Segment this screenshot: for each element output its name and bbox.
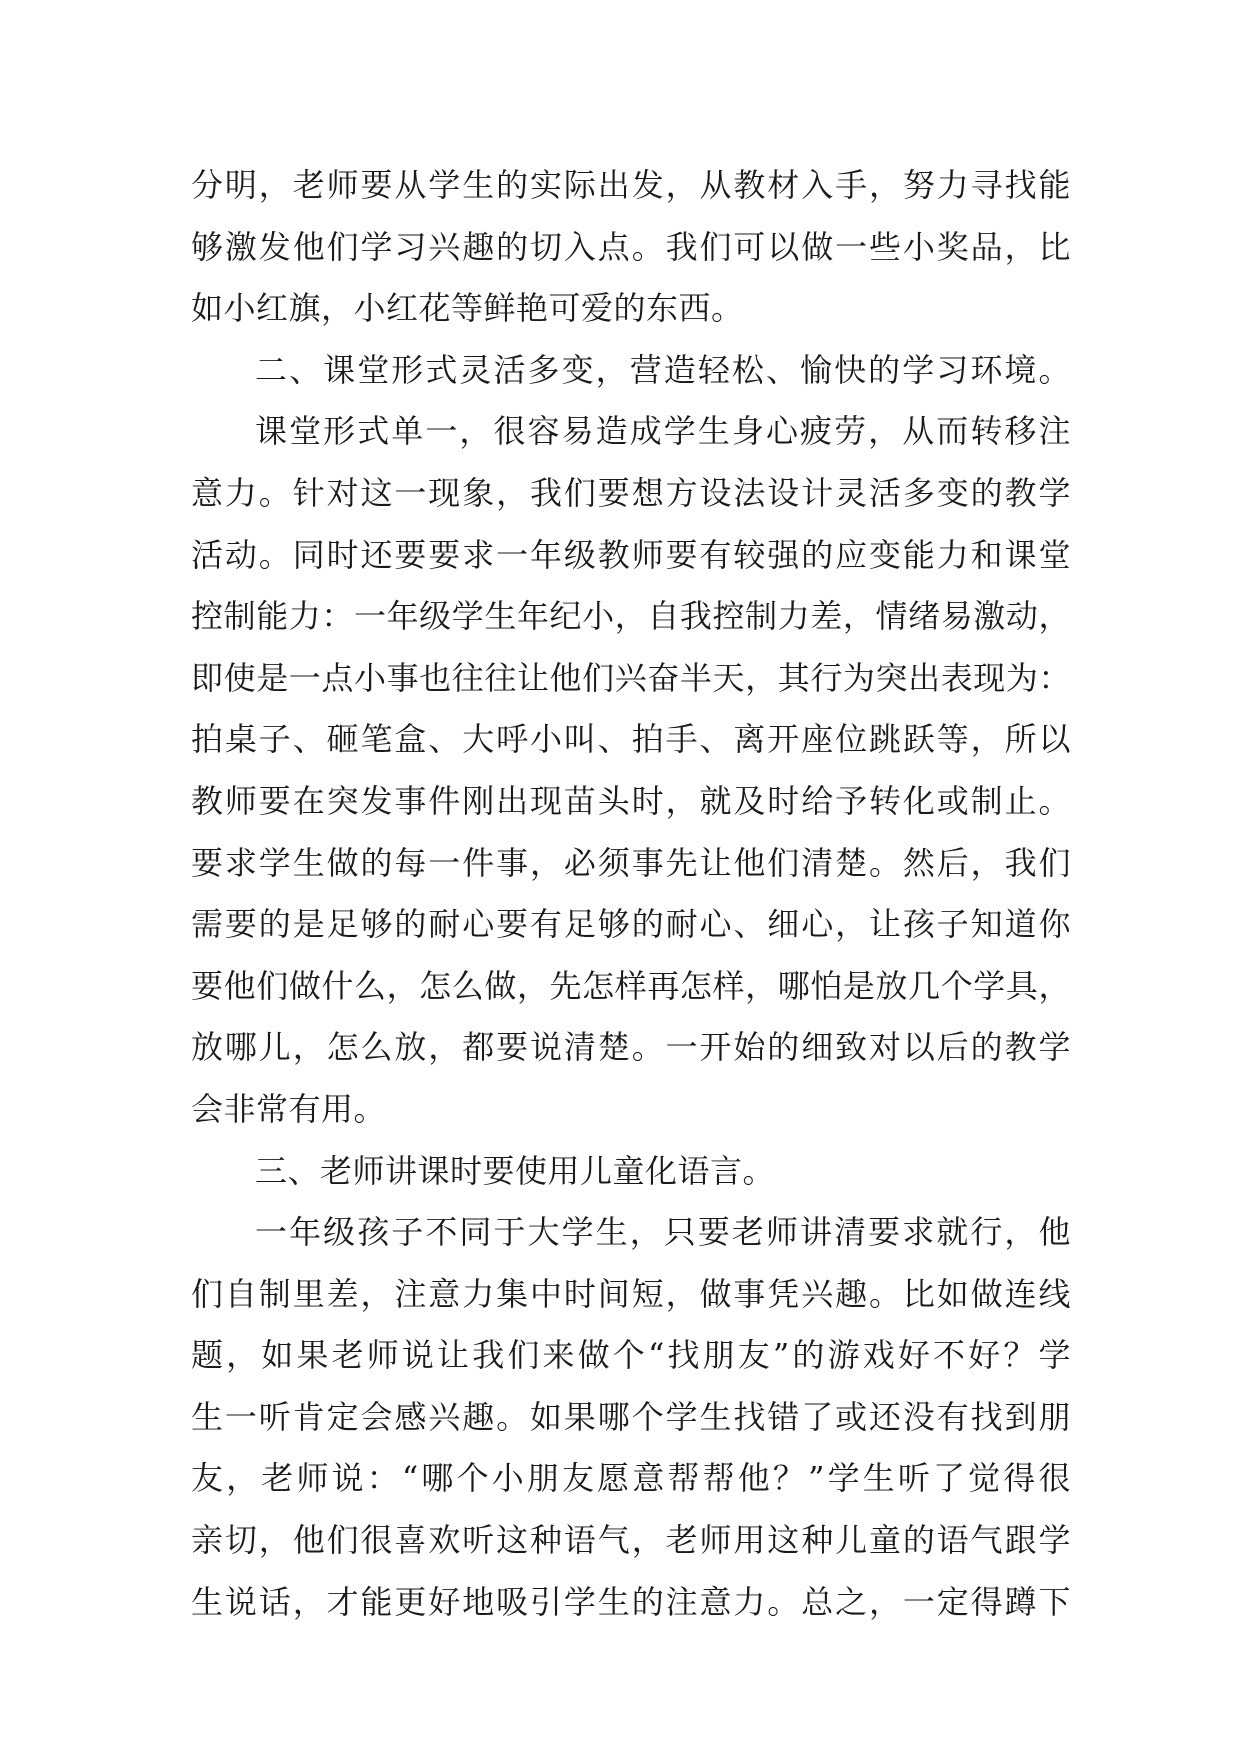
text-line: 会非常有用。 bbox=[191, 1089, 387, 1128]
text-line: 够激发他们学习兴趣的切入点。我们可以做一些小奖品，比 bbox=[191, 227, 1071, 266]
text-line: 控制能力：一年级学生年纪小，自我控制力差，情绪易激动， bbox=[191, 597, 1071, 636]
text-line: 一年级孩子不同于大学生，只要老师讲清要求就行，他 bbox=[255, 1213, 1071, 1252]
text-line: 要求学生做的每一件事，必须事先让他们清楚。然后，我们 bbox=[191, 843, 1071, 882]
text-line: 亲切，他们很喜欢听这种语气，老师用这种儿童的语气跟学 bbox=[191, 1521, 1071, 1560]
text-line: 意力。针对这一现象，我们要想方设法设计灵活多变的教学 bbox=[191, 473, 1071, 512]
text-line: 要他们做什么，怎么做，先怎样再怎样，哪怕是放几个学具， bbox=[191, 966, 1071, 1005]
text-line: 课堂形式单一，很容易造成学生身心疲劳，从而转移注 bbox=[255, 412, 1071, 451]
text-line: 活动。同时还要要求一年级教师要有较强的应变能力和课堂 bbox=[191, 535, 1071, 574]
text-line: 友，老师说：“哪个小朋友愿意帮帮他？”学生听了觉得很 bbox=[191, 1459, 1071, 1498]
text-line: 二、课堂形式灵活多变，营造轻松、愉快的学习环境。 bbox=[255, 350, 1071, 389]
body-text bbox=[191, 155, 1071, 1633]
text-line: 生一听肯定会感兴趣。如果哪个学生找错了或还没有找到朋 bbox=[191, 1397, 1071, 1436]
text-line: 拍桌子、砸笔盒、大呼小叫、拍手、离开座位跳跃等，所以 bbox=[191, 720, 1071, 759]
text-line: 即使是一点小事也往往让他们兴奋半天，其行为突出表现为： bbox=[191, 658, 1071, 697]
text-line: 题，如果老师说让我们来做个“找朋友”的游戏好不好？学 bbox=[191, 1336, 1071, 1375]
text-line: 分明，老师要从学生的实际出发，从教材入手，努力寻找能 bbox=[191, 166, 1071, 204]
text-line: 生说话，才能更好地吸引学生的注意力。总之，一定得蹲下 bbox=[191, 1582, 1071, 1621]
text-line: 们自制里差，注意力集中时间短，做事凭兴趣。比如做连线 bbox=[191, 1274, 1071, 1313]
text-line: 放哪儿，怎么放，都要说清楚。一开始的细致对以后的教学 bbox=[191, 1028, 1071, 1067]
text-line: 如小红旗，小红花等鲜艳可爱的东西。 bbox=[191, 289, 744, 328]
text-line: 教师要在突发事件刚出现苗头时，就及时给予转化或制止。 bbox=[191, 781, 1071, 820]
text-line: 三、老师讲课时要使用儿童化语言。 bbox=[255, 1151, 776, 1190]
text-line: 需要的是足够的耐心要有足够的耐心、细心，让孩子知道你 bbox=[191, 905, 1071, 944]
